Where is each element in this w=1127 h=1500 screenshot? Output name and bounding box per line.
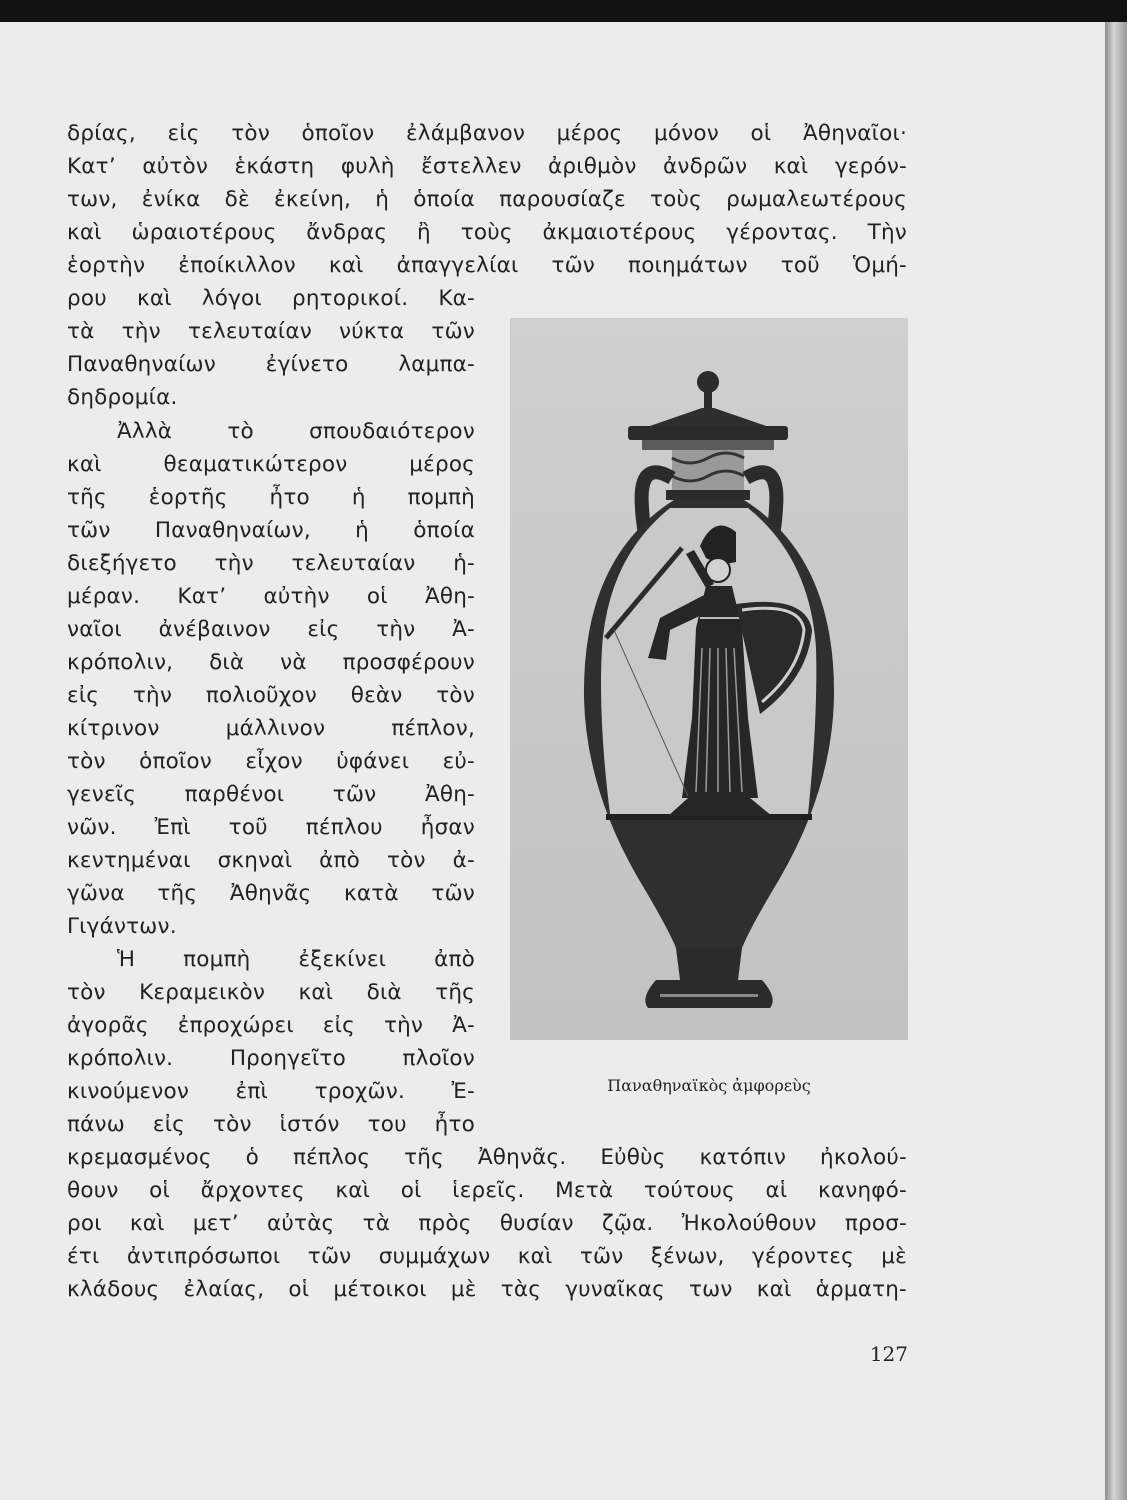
- text-line: γῶνα τῆς Ἀθηνᾶς κατὰ τῶν: [67, 881, 475, 906]
- figure-caption: Παναθηναϊκὸς ἀμφορεὺς: [607, 1076, 811, 1095]
- text-line: Γιγάντων.: [67, 914, 177, 939]
- text-line: τὸν ὁποῖον εἶχον ὑφάνει εὐ-: [67, 749, 475, 774]
- amphora-photo: [510, 318, 908, 1040]
- text-line: κρόπολιν, διὰ νὰ προσφέρουν: [67, 650, 475, 675]
- text-line: τῶν Παναθηναίων, ἡ ὁποία: [67, 518, 475, 543]
- text-line: ροι καὶ μετ’ αὐτὰς τὰ πρὸς θυσίαν ζῷα. Ἠκολούθουν προσ-: [67, 1211, 907, 1236]
- text-line: έτι ἀντιπρόσωποι τῶν συμμάχων καὶ τῶν ξένων, γέροντες μὲ: [67, 1244, 907, 1269]
- text-line: ναῖοι ἀνέβαινον εἰς τὴν Ἀ-: [67, 617, 475, 642]
- text-line: ρου καὶ λόγοι ρητορικοί. Κα-: [67, 286, 475, 311]
- text-line: κεντημέναι σκηναὶ ἀπὸ τὸν ἀ-: [67, 848, 475, 873]
- text-line: κλάδους ἐλαίας, οἱ μέτοικοι μὲ τὰς γυναῖκας των καὶ ἁρματη-: [67, 1277, 907, 1302]
- text-line: δηδρομία.: [67, 385, 178, 410]
- text-line: Παναθηναίων ἐγίνετο λαμπα-: [67, 352, 475, 377]
- text-line: των, ἐνίκα δὲ ἐκείνη, ἡ ὁποία παρουσίαζε τοὺς ρωμαλεωτέρους: [67, 187, 907, 212]
- text-line: εἰς τὴν πολιοῦχον θεὰν τὸν: [67, 683, 475, 708]
- text-line: Ἀλλὰ τὸ σπουδαιότερον: [117, 419, 475, 444]
- text-line: κρόπολιν. Προηγεῖτο πλοῖον: [67, 1046, 475, 1071]
- scan-top-border: [0, 0, 1127, 22]
- text-line: τὸν Κεραμεικὸν καὶ διὰ τῆς: [67, 980, 475, 1005]
- text-line: Ἡ πομπὴ ἐξεκίνει ἀπὸ: [117, 947, 475, 972]
- text-line: κινούμενον ἐπὶ τροχῶν. Ἐ-: [67, 1079, 475, 1104]
- page-number: 127: [869, 1342, 908, 1366]
- text-line: πάνω εἰς τὸν ἱστόν του ἦτο: [67, 1112, 475, 1137]
- text-line: δρίας, εἰς τὸν ὁποῖον ἐλάμβανον μέρος μόνον οἱ Ἀθηναῖοι·: [67, 121, 907, 146]
- page-edge-shadow: [1105, 22, 1127, 1500]
- text-line: τῆς ἑορτῆς ἦτο ἡ πομπὴ: [67, 485, 475, 510]
- text-line: Κατ’ αὐτὸν ἑκάστη φυλὴ ἔστελλεν ἀριθμὸν ἀνδρῶν καὶ γερόν-: [67, 154, 907, 179]
- text-line: κίτρινον μάλλινον πέπλον,: [67, 716, 475, 741]
- text-line: ἑορτὴν ἐποίκιλλον καὶ ἀπαγγελίαι τῶν ποιημάτων τοῦ Ὁμή-: [67, 253, 907, 278]
- text-line: θουν οἱ ἄρχοντες καὶ οἱ ἱερεῖς. Μετὰ τούτους αἱ κανηφό-: [67, 1178, 907, 1203]
- text-line: νῶν. Ἐπὶ τοῦ πέπλου ἦσαν: [67, 815, 475, 840]
- text-line: μέραν. Κατ’ αὐτὴν οἱ Ἀθη-: [67, 584, 475, 609]
- text-line: ἀγορᾶς ἐπροχώρει εἰς τὴν Ἀ-: [67, 1013, 475, 1038]
- text-line: τὰ τὴν τελευταίαν νύκτα τῶν: [67, 319, 475, 344]
- text-line: κρεμασμένος ὁ πέπλος τῆς Ἀθηνᾶς. Εὐθὺς κατόπιν ἠκολού-: [67, 1145, 907, 1170]
- text-line: καὶ ὡραιοτέρους ἄνδρας ἢ τοὺς ἀκμαιοτέρους γέροντας. Τὴν: [67, 220, 907, 245]
- text-line: διεξήγετο τὴν τελευταίαν ἡ-: [67, 551, 475, 576]
- text-line: καὶ θεαματικώτερον μέρος: [67, 452, 475, 477]
- text-line: γενεῖς παρθένοι τῶν Ἀθη-: [67, 782, 475, 807]
- panathenaic-amphora-illustration: [510, 318, 908, 1040]
